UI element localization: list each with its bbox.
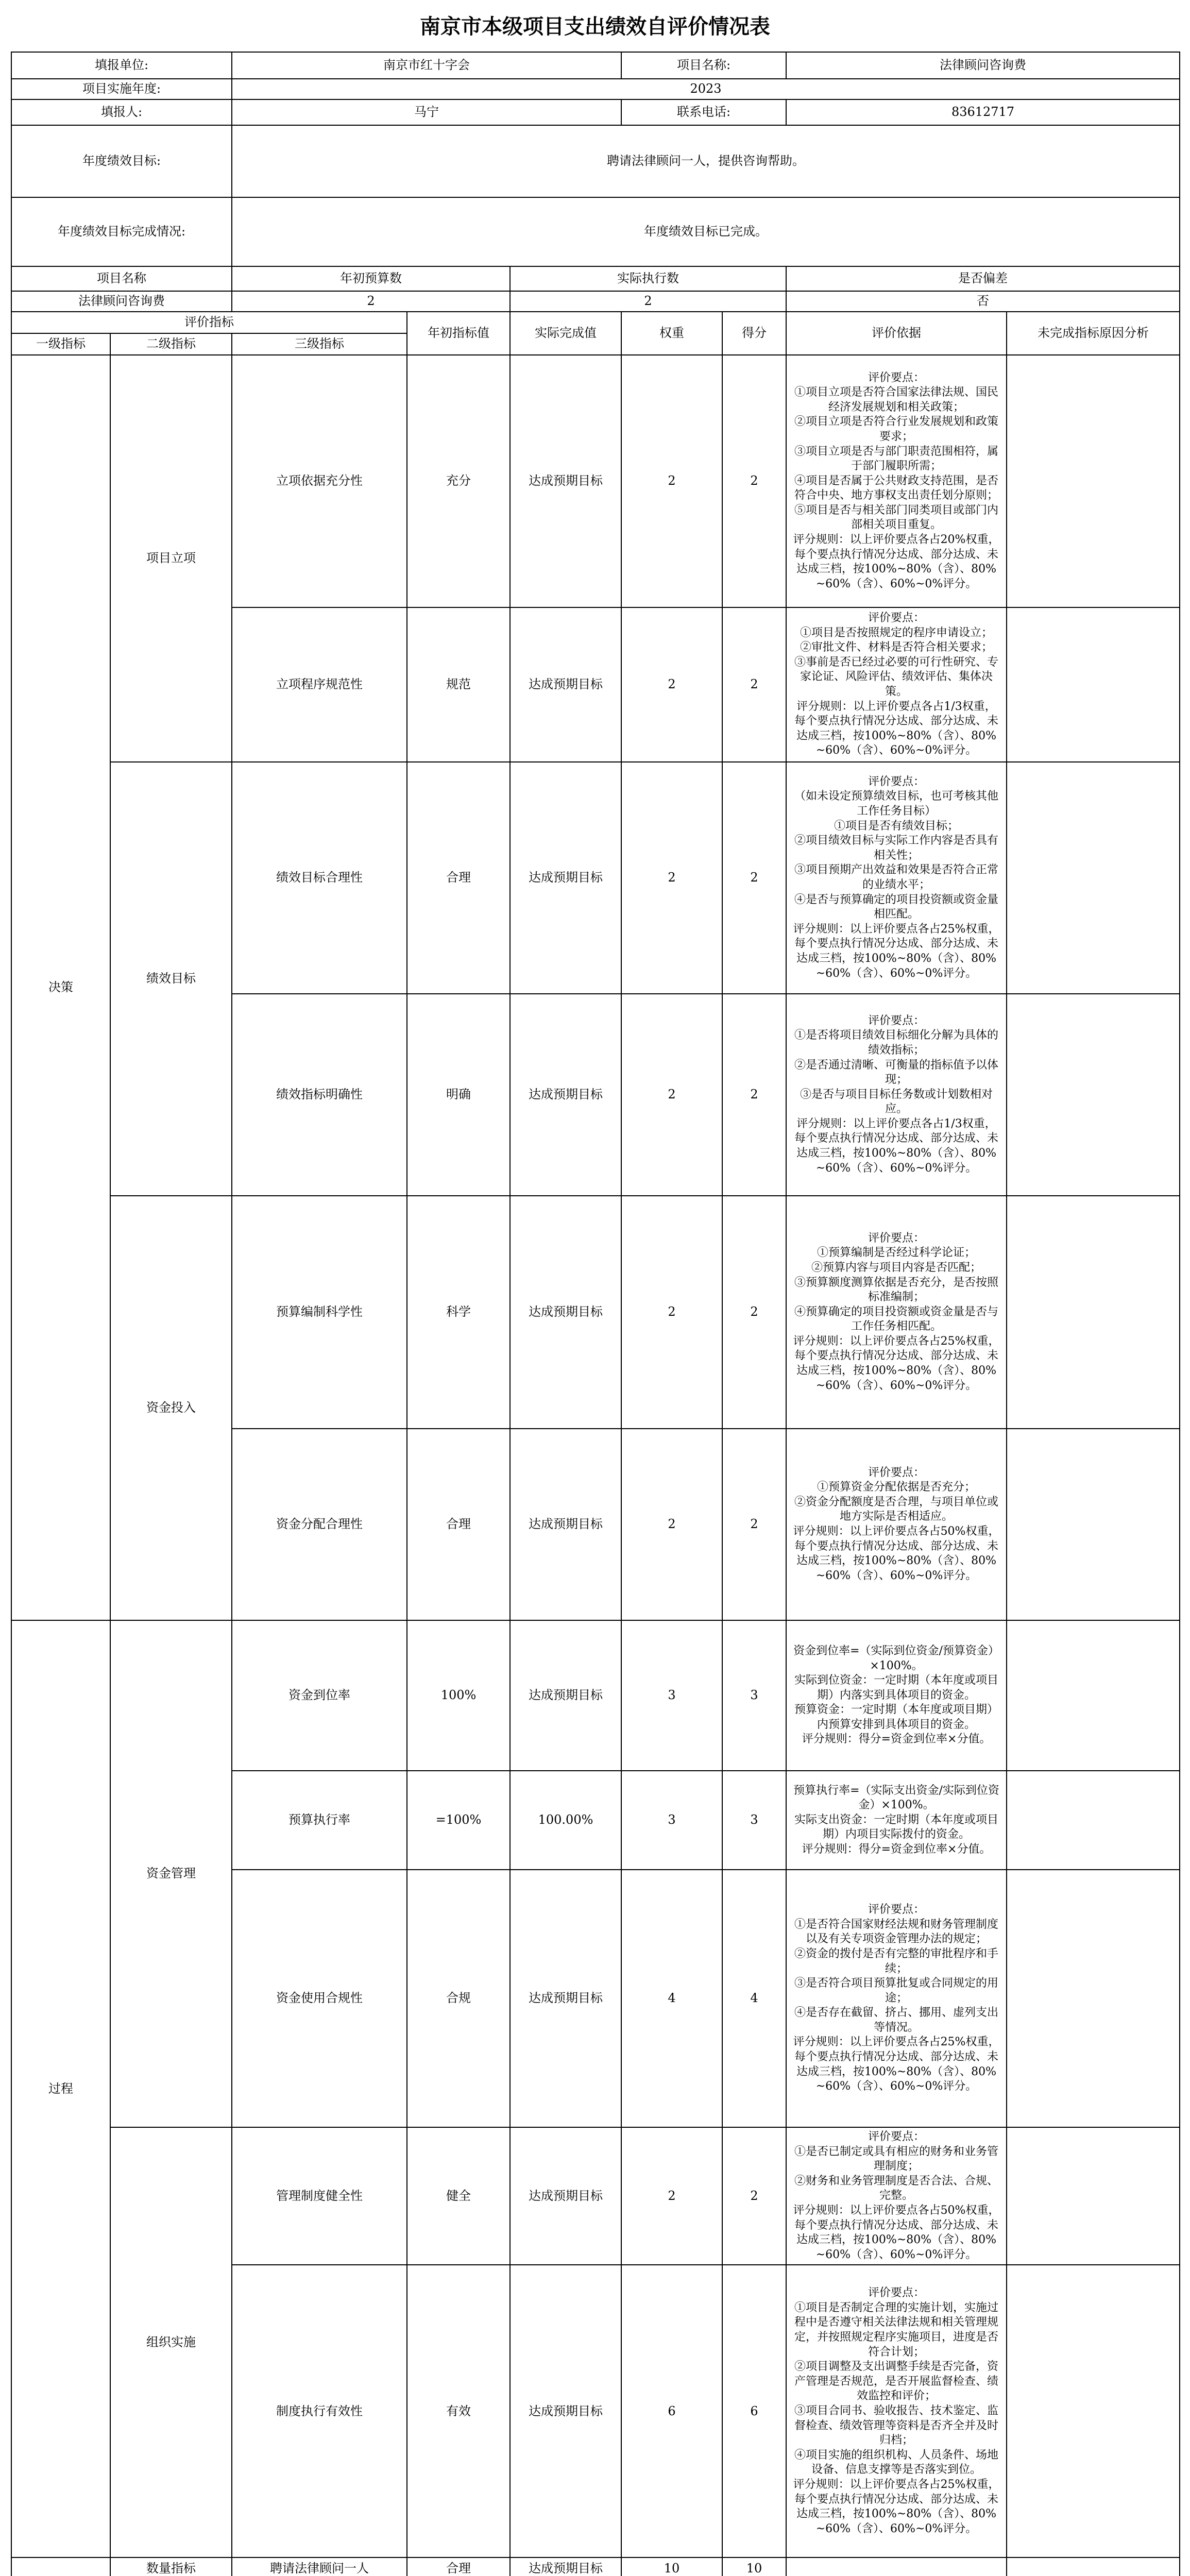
filler-label: 填报人: <box>11 99 232 125</box>
target-value: 100% <box>407 1620 510 1771</box>
level1-decision: 决策 <box>11 355 110 1620</box>
phone-value: 83612717 <box>786 99 1180 125</box>
col-basis-header: 评价依据 <box>786 312 1007 355</box>
level2-fund-mgmt: 资金管理 <box>110 1620 232 2127</box>
level3-indicator: 立项程序规范性 <box>232 607 407 762</box>
goal-completion-label: 年度绩效目标完成情况: <box>11 197 232 266</box>
actual-value: 100.00% <box>510 1771 621 1870</box>
target-value: 合理 <box>407 1429 510 1620</box>
budget-actual-value: 2 <box>510 291 786 312</box>
evaluation-basis: 评价要点： ①项目是否按照规定的程序申请设立； ②审批文件、材料是否符合相关要求； ③事前是否已经过必要的可行性研究、专家论证、风险评估、绩效评估、集体决策。 评分规则：以上评价要点各占1/3权重，每个要点执行情况分达成、部分达成、未达成三档，按100%~80%（含）、80%~60%（含）、60%~0%评分。 <box>786 607 1007 762</box>
target-value: 充分 <box>407 355 510 607</box>
score-value: 2 <box>722 762 786 994</box>
actual-value: 达成预期目标 <box>510 2265 621 2557</box>
evaluation-table <box>11 52 1180 2576</box>
evaluation-basis <box>786 2557 1007 2576</box>
indicator-row <box>11 1196 1180 1429</box>
col-score-header: 得分 <box>722 312 786 355</box>
weight-value: 6 <box>621 2265 722 2557</box>
evaluation-basis: 评价要点： ①是否将项目绩效目标细化分解为具体的绩效指标； ②是否通过清晰、可衡量的指标值予以体现； ③是否与项目目标任务数或计划数相对应。 评分规则：以上评价要点各占1/3权重，每个要点执行情况分达成、部分达成、未达成三档，按100%~80%（含）、80%~60%（含）、60%~0%评分。 <box>786 994 1007 1196</box>
score-value: 2 <box>722 2127 786 2265</box>
year-label: 项目实施年度: <box>11 79 232 99</box>
target-value: 健全 <box>407 2127 510 2265</box>
target-value: 合理 <box>407 2557 510 2576</box>
unfinished-reason <box>1007 2127 1180 2265</box>
score-value: 3 <box>722 1620 786 1771</box>
unfinished-reason <box>1007 355 1180 607</box>
evaluation-basis: 评价要点： ①预算编制是否经过科学论证； ②预算内容与项目内容是否匹配； ③预算额度测算依据是否充分，是否按照标准编制； ④预算确定的项目投资额或资金量是否与工作任务相匹配。 评分规则：以上评价要点各占25%权重，每个要点执行情况分达成、部分达成、未达成三档，按100%~80%（含）、80%~60%（含）、60%~0%评分。 <box>786 1196 1007 1429</box>
target-value: 合理 <box>407 762 510 994</box>
weight-value: 4 <box>621 1870 722 2127</box>
annual-goal-label: 年度绩效目标: <box>11 125 232 197</box>
actual-value: 达成预期目标 <box>510 607 621 762</box>
level3-indicator: 预算编制科学性 <box>232 1196 407 1429</box>
info-row-unit <box>11 52 1180 79</box>
score-value: 2 <box>722 1196 786 1429</box>
target-value: 合规 <box>407 1870 510 2127</box>
actual-value: 达成预期目标 <box>510 994 621 1196</box>
annual-goal-value: 聘请法律顾问一人，提供咨询帮助。 <box>232 125 1180 197</box>
indicator-row <box>11 762 1180 994</box>
target-value: =100% <box>407 1771 510 1870</box>
weight-value: 2 <box>621 1196 722 1429</box>
level2-org-impl: 组织实施 <box>110 2127 232 2557</box>
target-value: 明确 <box>407 994 510 1196</box>
phone-label: 联系电话: <box>621 99 786 125</box>
budget-project-name: 法律顾问咨询费 <box>11 291 232 312</box>
project-name-label: 项目名称: <box>621 52 786 79</box>
evaluation-basis: 预算执行率=（实际支出资金/实际到位资金）×100%。 实际支出资金：一定时期（本年度或项目期）内项目实际拨付的资金。 评分规则：得分=资金到位率×分值。 <box>786 1771 1007 1870</box>
level3-indicator: 绩效目标合理性 <box>232 762 407 994</box>
actual-value: 达成预期目标 <box>510 762 621 994</box>
col-weight-header: 权重 <box>621 312 722 355</box>
level3-indicator: 聘请法律顾问一人 <box>232 2557 407 2576</box>
col-reason-header: 未完成指标原因分析 <box>1007 312 1180 355</box>
level3-indicator: 资金使用合规性 <box>232 1870 407 2127</box>
col-level1-header: 一级指标 <box>11 333 110 355</box>
budget-initial-value: 2 <box>232 291 510 312</box>
score-value: 3 <box>722 1771 786 1870</box>
unfinished-reason <box>1007 1196 1180 1429</box>
weight-value: 3 <box>621 1620 722 1771</box>
unfinished-reason <box>1007 762 1180 994</box>
unit-label: 填报单位: <box>11 52 232 79</box>
budget-header-project: 项目名称 <box>11 266 232 291</box>
evaluation-basis: 评价要点： ①预算资金分配依据是否充分； ②资金分配额度是否合理，与项目单位或地方实际是否相适应。 评分规则：以上评价要点各占50%权重，每个要点执行情况分达成、部分达成、未达成三档，按100%~80%（含）、80%~60%（含）、60%~0%评分。 <box>786 1429 1007 1620</box>
evaluation-basis: 评价要点： ①是否符合国家财经法规和财务管理制度以及有关专项资金管理办法的规定； ②资金的拨付是否有完整的审批程序和手续； ③是否符合项目预算批复或合同规定的用途； ④是否存在截留、挤占、挪用、虚列支出等情况。 评分规则：以上评价要点各占25%权重，每个要点执行情况分达成、部分达成、未达成三档，按100%~80%（含）、80%~60%（含）、60%~0%评分。 <box>786 1870 1007 2127</box>
actual-value: 达成预期目标 <box>510 355 621 607</box>
actual-value: 达成预期目标 <box>510 2557 621 2576</box>
level3-indicator: 预算执行率 <box>232 1771 407 1870</box>
unfinished-reason <box>1007 2265 1180 2557</box>
level3-indicator: 资金到位率 <box>232 1620 407 1771</box>
info-row-done <box>11 197 1180 266</box>
col-level3-header: 三级指标 <box>232 333 407 355</box>
score-value: 2 <box>722 607 786 762</box>
col-actual-header: 实际完成值 <box>510 312 621 355</box>
budget-header-deviation: 是否偏差 <box>786 266 1180 291</box>
weight-value: 10 <box>621 2557 722 2576</box>
weight-value: 2 <box>621 2127 722 2265</box>
evaluation-basis: 评价要点： ①是否已制定或具有相应的财务和业务管理制度； ②财务和业务管理制度是否合法、合规、完整。 评分规则：以上评价要点各占50%权重，每个要点执行情况分达成、部分达成、未达成三档，按100%~80%（含）、80%~60%（含）、60%~0%评分。 <box>786 2127 1007 2265</box>
score-value: 10 <box>722 2557 786 2576</box>
actual-value: 达成预期目标 <box>510 2127 621 2265</box>
level3-indicator: 立项依据充分性 <box>232 355 407 607</box>
budget-value-row <box>11 291 1180 312</box>
col-target-header: 年初指标值 <box>407 312 510 355</box>
project-name-value: 法律顾问咨询费 <box>786 52 1180 79</box>
weight-value: 2 <box>621 1429 722 1620</box>
unfinished-reason <box>1007 1429 1180 1620</box>
weight-value: 2 <box>621 355 722 607</box>
budget-header-row <box>11 266 1180 291</box>
evaluation-basis: 评价要点： ①项目是否制定合理的实施计划，实施过程中是否遵守相关法律法规和相关管理规定，并按照规定程序实施项目，进度是否符合计划； ②项目调整及支出调整手续是否完备，资产管理是否规范，是否开展监督检查、绩效监控和评价； ③项目合同书、验收报告、技术鉴定、监督检查、绩效管理等资料是否齐全并及时归档； ④项目实施的组织机构、人员条件、场地设备、信息支撑等是否落实到位。 评分规则：以上评价要点各占25%权重，每个要点执行情况分达成、部分达成、未达成三档，按100%~80%（含）、80%~60%（含）、60%~0%评分。 <box>786 2265 1007 2557</box>
evaluation-basis: 评价要点： （如未设定预算绩效目标，也可考核其他工作任务目标） ①项目是否有绩效目标； ②项目绩效目标与实际工作内容是否具有相关性； ③项目预期产出效益和效果是否符合正常的业绩水平； ④是否与预算确定的项目投资额或资金量相匹配。 评分规则：以上评价要点各占25%权重，每个要点执行情况分达成、部分达成、未达成三档，按100%~80%（含）、80%~60%（含）、60%~0%评分。 <box>786 762 1007 994</box>
weight-value: 3 <box>621 1771 722 1870</box>
unfinished-reason <box>1007 1771 1180 1870</box>
target-value: 有效 <box>407 2265 510 2557</box>
info-row-filler <box>11 99 1180 125</box>
level2-perf-goal: 绩效目标 <box>110 762 232 1196</box>
level3-indicator: 管理制度健全性 <box>232 2127 407 2265</box>
col-level2-header: 二级指标 <box>110 333 232 355</box>
indicator-row <box>11 355 1180 607</box>
budget-header-actual: 实际执行数 <box>510 266 786 291</box>
level3-indicator: 资金分配合理性 <box>232 1429 407 1620</box>
info-row-year <box>11 79 1180 99</box>
actual-value: 达成预期目标 <box>510 1429 621 1620</box>
score-value: 2 <box>722 1429 786 1620</box>
budget-deviation-value: 否 <box>786 291 1180 312</box>
indicator-row <box>11 1620 1180 1771</box>
info-row-goal <box>11 125 1180 197</box>
unfinished-reason <box>1007 1870 1180 2127</box>
level2-fund-input: 资金投入 <box>110 1196 232 1620</box>
year-value: 2023 <box>232 79 1180 99</box>
level1-process: 过程 <box>11 1620 110 2557</box>
evaluation-basis: 评价要点： ①项目立项是否符合国家法律法规、国民经济发展规划和相关政策； ②项目立项是否符合行业发展规划和政策要求； ③项目立项是否与部门职责范围相符，属于部门履职所需； ④项目是否属于公共财政支持范围，是否符合中央、地方事权支出责任划分原则； ⑤项目是否与相关部门同类项目或部门内部相关项目重复。 评分规则：以上评价要点各占20%权重，每个要点执行情况分达成、部分达成、未达成三档，按100%~80%（含）、80%~60%（含）、60%~0%评分。 <box>786 355 1007 607</box>
unit-value: 南京市红十字会 <box>232 52 621 79</box>
unfinished-reason <box>1007 2557 1180 2576</box>
level2-project-setup: 项目立项 <box>110 355 232 762</box>
score-value: 2 <box>722 355 786 607</box>
score-value: 4 <box>722 1870 786 2127</box>
actual-value: 达成预期目标 <box>510 1620 621 1771</box>
budget-header-initial: 年初预算数 <box>232 266 510 291</box>
indicator-row <box>11 2127 1180 2265</box>
unfinished-reason <box>1007 994 1180 1196</box>
target-value: 规范 <box>407 607 510 762</box>
unfinished-reason <box>1007 607 1180 762</box>
score-value: 2 <box>722 994 786 1196</box>
actual-value: 达成预期目标 <box>510 1870 621 2127</box>
actual-value: 达成预期目标 <box>510 1196 621 1429</box>
weight-value: 2 <box>621 994 722 1196</box>
page-title: 南京市本级项目支出绩效自评价情况表 <box>420 14 770 39</box>
level1-output <box>11 2557 110 2576</box>
target-value: 科学 <box>407 1196 510 1429</box>
level2-indicator: 数量指标 <box>110 2557 232 2576</box>
weight-value: 2 <box>621 607 722 762</box>
unfinished-reason <box>1007 1620 1180 1771</box>
filler-value: 马宁 <box>232 99 621 125</box>
evaluation-basis: 资金到位率=（实际到位资金/预算资金）×100%。 实际到位资金：一定时期（本年度或项目期）内落实到具体项目的资金。 预算资金：一定时期（本年度或项目期）内预算安排到具体项目的资金。 评分规则：得分=资金到位率×分值。 <box>786 1620 1007 1771</box>
level3-indicator: 制度执行有效性 <box>232 2265 407 2557</box>
indicator-group-header: 评价指标 <box>11 312 407 333</box>
column-group-row <box>11 312 1180 333</box>
weight-value: 2 <box>621 762 722 994</box>
goal-completion-value: 年度绩效目标已完成。 <box>232 197 1180 266</box>
level3-indicator: 绩效指标明确性 <box>232 994 407 1196</box>
score-value: 6 <box>722 2265 786 2557</box>
output-row <box>11 2557 1180 2576</box>
